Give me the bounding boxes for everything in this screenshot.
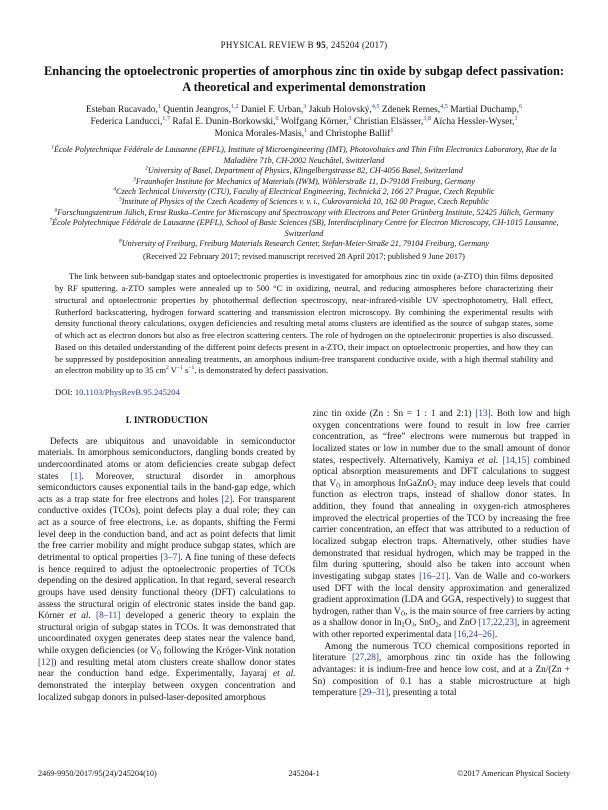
- affiliation-list: [38, 145, 570, 249]
- affiliation: $^2$University of Basel, Department of Physics, Klingelbergstrasse 82, CH-4056 Basel, Switzerland: [145, 165, 463, 176]
- affiliation-ref-link[interactable]: 1: [390, 127, 394, 135]
- doi-link[interactable]: 10.1103/PhysRevB.95.245204: [74, 386, 180, 397]
- doi-label: DOI:: [55, 386, 75, 397]
- citation-link[interactable]: [3–7]: [160, 552, 181, 563]
- citation-link[interactable]: [16–21]: [419, 571, 449, 582]
- affiliation: $^4$Czech Technical University (CTU), Faculty of Electrical Engineering, Technická 2, 166 27 Prague, Czech Republic: [113, 186, 495, 197]
- journal-header: PHYSICAL REVIEW B 95, 245204 (2017): [220, 40, 388, 50]
- affiliation-ref-link[interactable]: 1,2: [230, 102, 239, 110]
- affiliation-ref-link[interactable]: 6: [275, 114, 279, 122]
- copyright-notice: ©2017 American Physical Society: [457, 769, 571, 778]
- affiliation: $^7$École Polytechnique Fédérale de Lausanne (EPFL), School of Basic Sciences (SB), Interdisciplinary Centre for Electron Microscopy, CH-1015 Lausanne, Switzerland: [49, 217, 559, 238]
- citation-link[interactable]: [12]: [38, 657, 54, 668]
- citation-link[interactable]: [13]: [475, 408, 491, 419]
- affiliation: $^3$Fraunhofer Institute for Mechanics of Materials (IWM), Wöhlerstraße 11, D-79108 Freiburg, Germany: [133, 175, 475, 186]
- affiliation-ref-link[interactable]: 3,8: [423, 114, 431, 122]
- body-paragraph: Among the numerous TCO chemical compositions reported in literature [27,28], amorphous zinc tin oxide has the following advantages: it is indium-free and hence low cost, and at a Zn/(Zn + Sn) composition of 0.1 has a stable microstructure at high temperature [29–31], presenting a total: [312, 641, 570, 699]
- citation-link[interactable]: [8–11]: [96, 611, 121, 622]
- affiliation: $^8$University of Freiburg, Freiburg Materials Research Center, Stefan-Meier-Straße 21, 79104 Freiburg, Germany: [119, 238, 489, 249]
- affiliation: $^5$Institute of Physics of the Czech Academy of Sciences v. v. i., Cukrovarnická 10, 162 00 Prague, Czech Republic: [119, 196, 489, 207]
- citation-link[interactable]: [29–31]: [358, 688, 389, 699]
- affiliation-ref-link[interactable]: 1,7: [162, 114, 171, 122]
- page-footer: [38, 769, 570, 778]
- affiliation-ref-link[interactable]: 3: [348, 114, 352, 122]
- affiliation-ref-link[interactable]: 3: [303, 102, 307, 110]
- right-column: [313, 409, 571, 704]
- citation-link[interactable]: [1]: [70, 471, 82, 482]
- page-number: 245204-1: [288, 769, 320, 778]
- author-line: Esteban Rucavado,$^1$ Quentin Jeangros,$^{1,2}$ Daniel F. Urban,$^3$ Jakub Holovský,$^{4,5}$ Zdenek Remes,$^{4,5}$ Martial Duchamp,$^6$: [85, 102, 523, 115]
- affiliation-ref-link[interactable]: 4,5: [440, 102, 448, 110]
- affiliation-ref-link[interactable]: 1: [514, 114, 518, 122]
- section-heading-introduction: I. INTRODUCTION: [125, 415, 208, 426]
- left-column: [38, 409, 296, 704]
- author-line: Federica Landucci,$^{1,7}$ Rafal E. Dunin-Borkowski,$^6$ Wolfgang Körner,$^3$ Christian Elsässer,$^{3,8}$ Aïcha Hessler-Wyser,$^1$: [90, 114, 518, 127]
- paper-title-line2: A theoretical and experimental demonstration: [182, 80, 426, 95]
- received-dates: (Received 22 February 2017; revised manuscript received 28 April 2017; published 9 June 2017): [143, 252, 465, 262]
- citation-link[interactable]: [2]: [221, 494, 233, 505]
- body-columns: [38, 409, 570, 704]
- doi-line: [55, 387, 553, 397]
- affiliation-ref-link[interactable]: 6: [518, 102, 523, 110]
- issn-code: 2469-9950/2017/95(24)/245204(10): [38, 769, 157, 778]
- affiliation-ref-link[interactable]: 1: [304, 127, 308, 135]
- citation-link[interactable]: [17,22,23]: [478, 618, 518, 629]
- body-paragraph: Defects are ubiquitous and unavoidable in semiconductor materials. In amorphous semiconductors, dangling bonds created by undercoordinated atoms or atom deficiencies create subgap defect states [1]. Moreover, structural disorder in amorphous semiconductors causes exponential tails in the band-gap edge, which acts as a trap state for free electrons and holes [2]. For transparent conductive oxides (TCOs), point defects play a dual role; they can act as a source of free electrons, i.e. as dopants, shifting the Fermi level deep in the conduction band, and act as point defects that limit the free carrier mobility and might produce subgap states, which are detrimental to optical properties [3–7]. A fine tuning of these defects is hence required to adjust the optoelectronic properties of TCOs depending on the desired application. In that regard, several research groups have used density functional theory (DFT) calculations to assess the structural origin of electronic states inside the band gap. Körner et al. [8–11] developed a generic theory to explain the structural origin of subgap states in TCOs. It was demonstrated that uncoordinated oxygen generates deep states near the valence band, while oxygen deficiencies (or $V_Ö$ following the Kröger-Vink notation [12]) and resulting metal atom clusters create shallow donor states near the conduction band edge. Experimentally, Jayaraj et al. demonstrated the interplay between oxygen concentration and localized subgap donors in pulsed-laser-deposited amorphous: [38, 436, 296, 703]
- affiliation: $^1$École Polytechnique Fédérale de Lausanne (EPFL), Institute of Microengineering (IMT), Photovoltaics and Thin Film Electronics Laboratory, Rue de la Maladière 71b, CH-2002 Neuchâtel, Switzerland: [51, 144, 557, 165]
- citation-link[interactable]: [16,24–26]: [454, 630, 495, 641]
- citation-link[interactable]: [14,15]: [502, 455, 530, 466]
- affiliation: $^6$Forschungszentrum Jülich, Ernst Ruska–Centre for Microscopy and Spectroscopy with Electrons and Peter Grünberg Institute, 52425 Jülich, Germany: [54, 207, 554, 217]
- paper-title-line1: Enhancing the optoelectronic properties of amorphous zinc tin oxide by subgap defect passivation:: [44, 64, 564, 78]
- affiliation-ref-link[interactable]: 1: [157, 102, 161, 110]
- author-line: Monica Morales-Masis,$^1$ and Christophe Ballif$^1$: [214, 127, 394, 140]
- citation-link[interactable]: [27,28]: [351, 653, 379, 664]
- affiliation-ref-link[interactable]: 4,5: [371, 102, 380, 110]
- author-list: [38, 104, 570, 141]
- paper-title: [38, 63, 570, 96]
- body-paragraph: zinc tin oxide (Zn : Sn = 1 : 1 and 2:1) [13]. Both low and high oxygen concentrations were found to result in low free carrier concentration, as “free” electrons were numerous but trapped in localized states or low in number due to the small amount of donor states, respectively. Alternatively, Kamiya et al. [14,15] combined optical absorption measurements and DFT calculations to suggest that $V_Ö$ in amorphous InGaZnO$_2$ may induce deep levels that could function as electron traps, instead of shallow donor states. In addition, they found that annealing in oxygen-rich atmospheres improved the electrical properties of the TCO by increasing the free carrier concentration, an effect that was attributed to a reduction of localized subgap electron traps. Alternatively, other studies have demonstrated that residual hydrogen, which may be trapped in the film during sputtering, should also be taken into account when investigating subgap states [16–21]. Van de Walle and co-workers used DFT with the local density approximation and generalized gradient approximation (LDA and GGA, respectively) to suggest that hydrogen, rather than $V_Ö$, is the main source of free carriers by acting as a shallow donor in $In_2O_3$, SnO$_2$, and ZnO [17,22,23], in agreement with other reported experimental data [16,24–26].: [312, 408, 571, 641]
- abstract: The link between sub-bandgap states and optoelectronic properties is investigated for amorphous zinc tin oxide (a-ZTO) thin films deposited by RF sputtering. a-ZTO samples were annealed up to 500 °C in oxidizing, neutral, and reducing atmospheres before characterizing their structural and optoelectronic properties by photothermal deflection spectroscopy, near-infrared-visible UV spectrophotometry, Hall effect, Rutherford backscattering, hydrogen forward scattering and transmission electron microscopy. By combining the experimental results with density functional theory calculations, oxygen deficiencies and resulting metal atoms clusters are identified as the source of subgap states, some of which act as electron donors but also as free electron scattering centers. The role of hydrogen on the optoelectronic properties is also discussed. Based on this detailed understanding of the different point defects present in a-ZTO, their impact on optoelectronic properties, and how they can be suppressed by postdeposition annealing treatments, an amorphous indium-free transparent conductive oxide, with a high thermal stability and an electron mobility up to 35 $cm^2$ $V^{-1}$ $s^{-1}$, is demonstrated by defect passivation.: [55, 271, 553, 376]
